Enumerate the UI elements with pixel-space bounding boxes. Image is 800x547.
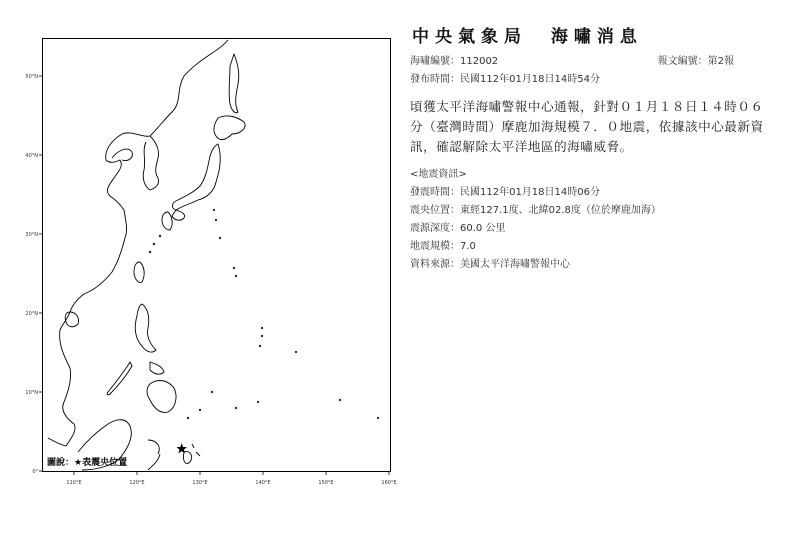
magnitude-label: 地震規模： (410, 241, 460, 252)
lat-label-40: 40°N (25, 153, 38, 159)
lat-label-20: 20°N (25, 311, 38, 317)
map-legend: 圖說：★表震央位置 (47, 458, 128, 468)
magnitude-row (410, 238, 790, 256)
depth-row (410, 220, 790, 238)
data-source: 美國太平洋海嘯警報中心 (460, 259, 570, 270)
lon-label-160: 160°E (381, 480, 397, 486)
bulletin-title (412, 22, 790, 47)
lon-label-110: 110°E (66, 480, 82, 486)
quake-section-title: <地震資訊> (410, 169, 467, 180)
data-source-label: 資料來源： (410, 259, 460, 270)
tsunami-number: 112002 (460, 56, 499, 67)
lon-label-140: 140°E (255, 480, 271, 486)
tsunami-number-label: 海嘯編號： (410, 56, 460, 67)
lat-label-10: 10°N (25, 390, 38, 396)
info-panel (410, 22, 790, 274)
origin-time: 民國112年01月18日14時06分 (460, 187, 600, 198)
lon-label-130: 130°E (192, 480, 208, 486)
data-source-row (410, 256, 790, 274)
tsunami-number-row (410, 53, 790, 71)
report-number-label: 報文編號： (657, 56, 708, 67)
lon-label-120: 120°E (129, 480, 145, 486)
epicenter-location: 東經127.1度、北緯02.8度（位於摩鹿加海） (460, 205, 661, 216)
origin-time-label: 發震時間： (410, 187, 460, 198)
issue-time: 民國112年01月18日14時54分 (460, 74, 600, 85)
lat-label-50: 50°N (25, 74, 38, 80)
origin-time-row (410, 184, 790, 202)
product-name: 海嘯消息 (550, 27, 643, 47)
epicenter-location-row (410, 202, 790, 220)
depth-label: 震源深度： (410, 223, 460, 234)
issue-time-label: 發布時間： (410, 74, 460, 85)
lat-label-0: 0° (32, 469, 38, 475)
bulletin-text: 頃獲太平洋海嘯警報中心通報，針對０１月１８日１４時０６分（臺灣時間）摩鹿加海規模７．０地震，依據該中心最新資訊，確認解除太平洋地區的海嘯威脅。 (410, 99, 764, 154)
report-number: 第2報 (707, 56, 734, 67)
magnitude: 7.0 (460, 241, 476, 252)
agency-name: 中央氣象局 (412, 27, 527, 47)
depth: 60.0 公里 (460, 223, 506, 234)
map-frame (43, 39, 391, 472)
issue-time-row (410, 71, 790, 89)
lon-label-150: 150°E (318, 480, 334, 486)
lat-label-30: 30°N (25, 232, 38, 238)
epicenter-location-label: 震央位置： (410, 205, 460, 216)
